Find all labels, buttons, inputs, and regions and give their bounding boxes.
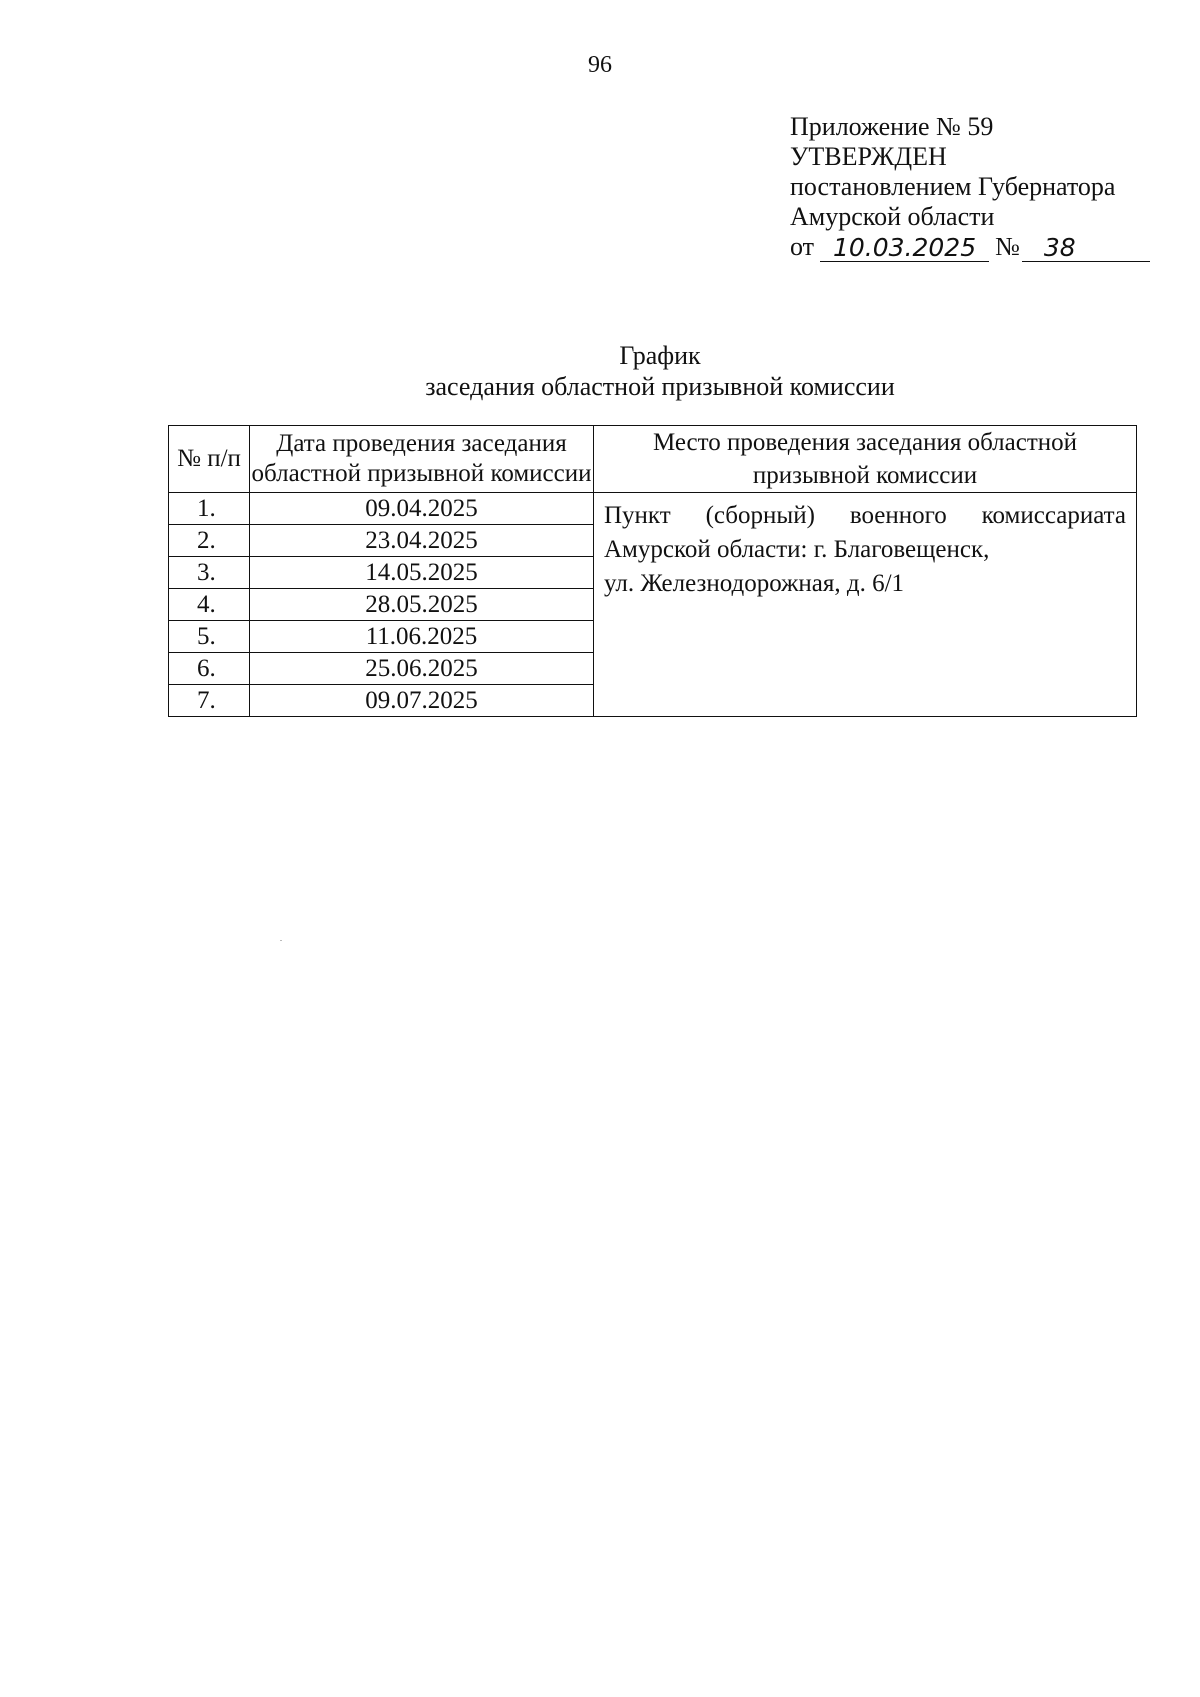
row-number: 3. bbox=[169, 557, 250, 589]
row-number: 4. bbox=[169, 589, 250, 621]
row-date: 09.07.2025 bbox=[250, 685, 594, 717]
table-header-row bbox=[169, 426, 1137, 493]
header-number: № п/п bbox=[169, 426, 250, 493]
row-date: 11.06.2025 bbox=[250, 621, 594, 653]
row-date: 23.04.2025 bbox=[250, 525, 594, 557]
row-number: 2. bbox=[169, 525, 250, 557]
place-line-3: ул. Железнодорожная, д. 6/1 bbox=[604, 570, 905, 597]
schedule-table bbox=[168, 425, 1137, 717]
place-line-1: Пункт (сборный) военного комиссариата bbox=[604, 502, 1126, 529]
region-line: Амурской области bbox=[790, 202, 995, 231]
row-date: 28.05.2025 bbox=[250, 589, 594, 621]
page-number: 96 bbox=[588, 52, 612, 78]
schedule-title: График bbox=[619, 341, 701, 370]
handwritten-number: 38 bbox=[1022, 235, 1150, 262]
handwritten-date: 10.03.2025 bbox=[820, 235, 989, 262]
row-number: 7. bbox=[169, 685, 250, 717]
appendix-label: Приложение № 59 bbox=[790, 112, 994, 141]
approval-block bbox=[790, 112, 1150, 262]
from-label: от bbox=[790, 232, 815, 261]
number-label: № bbox=[995, 232, 1020, 261]
row-number: 6. bbox=[169, 653, 250, 685]
row-number: 5. bbox=[169, 621, 250, 653]
approved-by-line: постановлением Губернатора bbox=[790, 172, 1116, 201]
approved-label: УТВЕРЖДЕН bbox=[790, 142, 947, 171]
place-line-2: Амурской области: г. Благовещенск, bbox=[604, 536, 990, 563]
header-date: Дата проведения заседания областной призывной комиссии bbox=[250, 426, 594, 493]
row-date: 09.04.2025 bbox=[250, 493, 594, 525]
header-place: Место проведения заседания областной призывной комиссии bbox=[594, 426, 1137, 493]
decree-date-number-line bbox=[790, 232, 1150, 262]
row-number: 1. bbox=[169, 493, 250, 525]
schedule-subtitle: заседания областной призывной комиссии bbox=[425, 372, 895, 401]
scan-speck bbox=[280, 940, 282, 941]
meeting-place-cell bbox=[594, 493, 1137, 717]
row-date: 14.05.2025 bbox=[250, 557, 594, 589]
row-date: 25.06.2025 bbox=[250, 653, 594, 685]
table-row bbox=[169, 493, 1137, 525]
